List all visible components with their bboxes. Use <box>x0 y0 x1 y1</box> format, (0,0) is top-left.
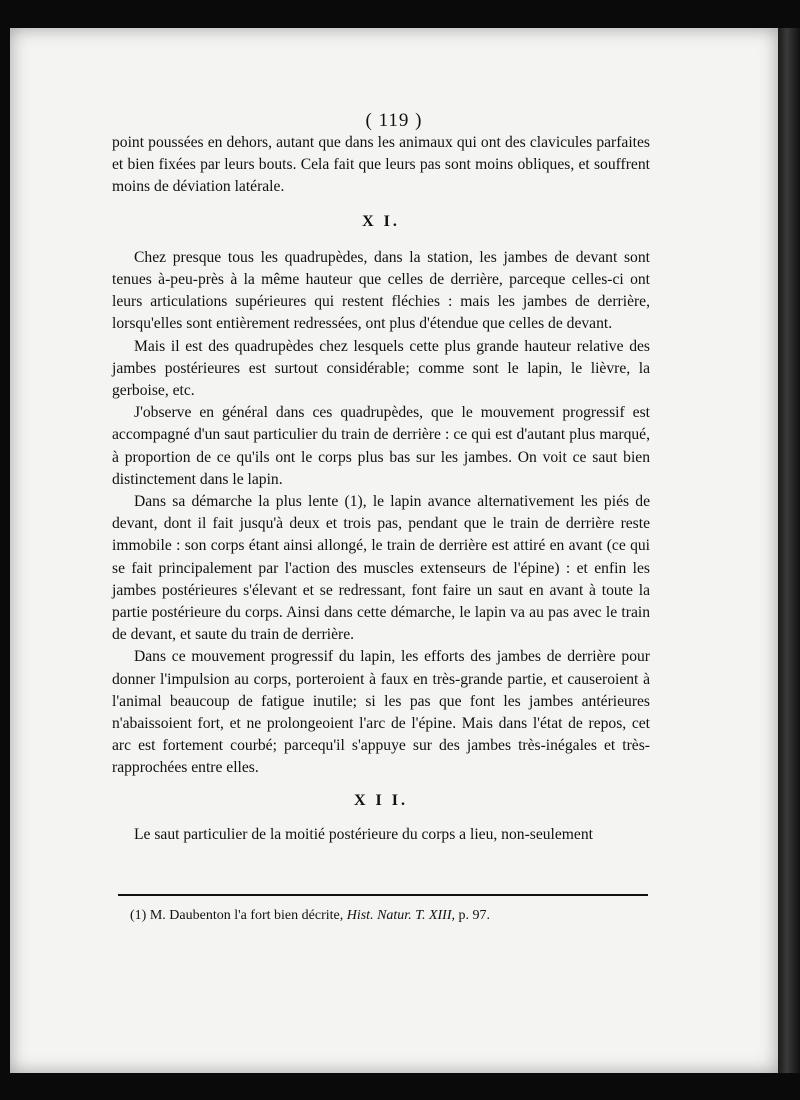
paragraph: Dans sa démarche la plus lente (1), le lapin avance alternativement les piés de devant, dont il fait jusqu'à deux et trois pas, pendant que le train de derrière reste immobile : son corps étant ainsi allongé, le train de derrière est attiré en avant (ce qui se fait principalement par l'action des muscles extenseurs de l'épine) : et enfin les jambes postérieures s'élevant et se redressant, font faire un saut en avant à toute la partie postérieure du corps. Ainsi dans cette démarche, le lapin va au pas avec le train de devant, et saute du train de derrière. <box>112 493 650 644</box>
paragraph: Dans ce mouvement progressif du lapin, les efforts des jambes de derrière pour donner l'impulsion au corps, porteroient à faux en très-grande partie, et causeroient à l'animal beaucoup de fatigue inutile; si les pas que font les jambes antérieures n'abaissoient fort, et ne prolongeoient l'arc de l'épine. Mais dans l'état de repos, cet arc est fortement courbé; parcequ'il s'appuye sur des jambes très-inégales et très-rapprochées entre elles. <box>112 648 650 777</box>
paragraph: Le saut particulier de la moitié postérieure du corps a lieu, non-seulement <box>134 825 593 843</box>
book-edge <box>778 28 800 1073</box>
paragraph-continued: point poussées en dehors, autant que dans les animaux qui ont des clavicules parfaites et bien fixées par leurs bouts. Cela fait que leurs pas sont moins obliques, et souffrent moins de déviation latérale. <box>112 134 650 196</box>
footnote-divider <box>118 894 648 896</box>
footnote-page: p. 97. <box>458 908 490 923</box>
page-number: ( 119 ) <box>365 110 423 131</box>
footnote-marker: (1) <box>130 908 147 923</box>
page-body <box>112 132 650 846</box>
paragraph: J'observe en général dans ces quadrupèdes, que le mouvement progressif est accompagné d'un saut particulier du train de derrière : ce qui est d'autant plus marqué, à proportion de ce qu'ils ont le corps plus bas sur les jambes. On voit ce saut bien distinctement dans le lapin. <box>112 404 650 488</box>
paragraph: Chez presque tous les quadrupèdes, dans la station, les jambes de devant sont tenues à-peu-près à la même hauteur que celles de derrière, parceque celles-ci ont leurs articulations supérieures qui restent fléchies : mais les jambes de derrière, lorsqu'elles sont entièrement redressées, ont plus d'étendue que celles de devant. <box>112 248 650 333</box>
footnote-citation: Hist. Natur. T. XIII, <box>346 908 455 923</box>
paragraph: Mais il est des quadrupèdes chez lesquels cette plus grande hauteur relative des jambes postérieures est surtout considérable; comme sont le lapin, le lièvre, la gerboise, etc. <box>112 337 650 400</box>
footnote <box>130 908 650 924</box>
section-heading-xii: X I I. <box>353 791 408 809</box>
footnote-text: M. Daubenton l'a fort bien décrite, <box>149 908 344 923</box>
book-page <box>10 28 778 1073</box>
section-heading-xi: X I. <box>362 212 400 230</box>
